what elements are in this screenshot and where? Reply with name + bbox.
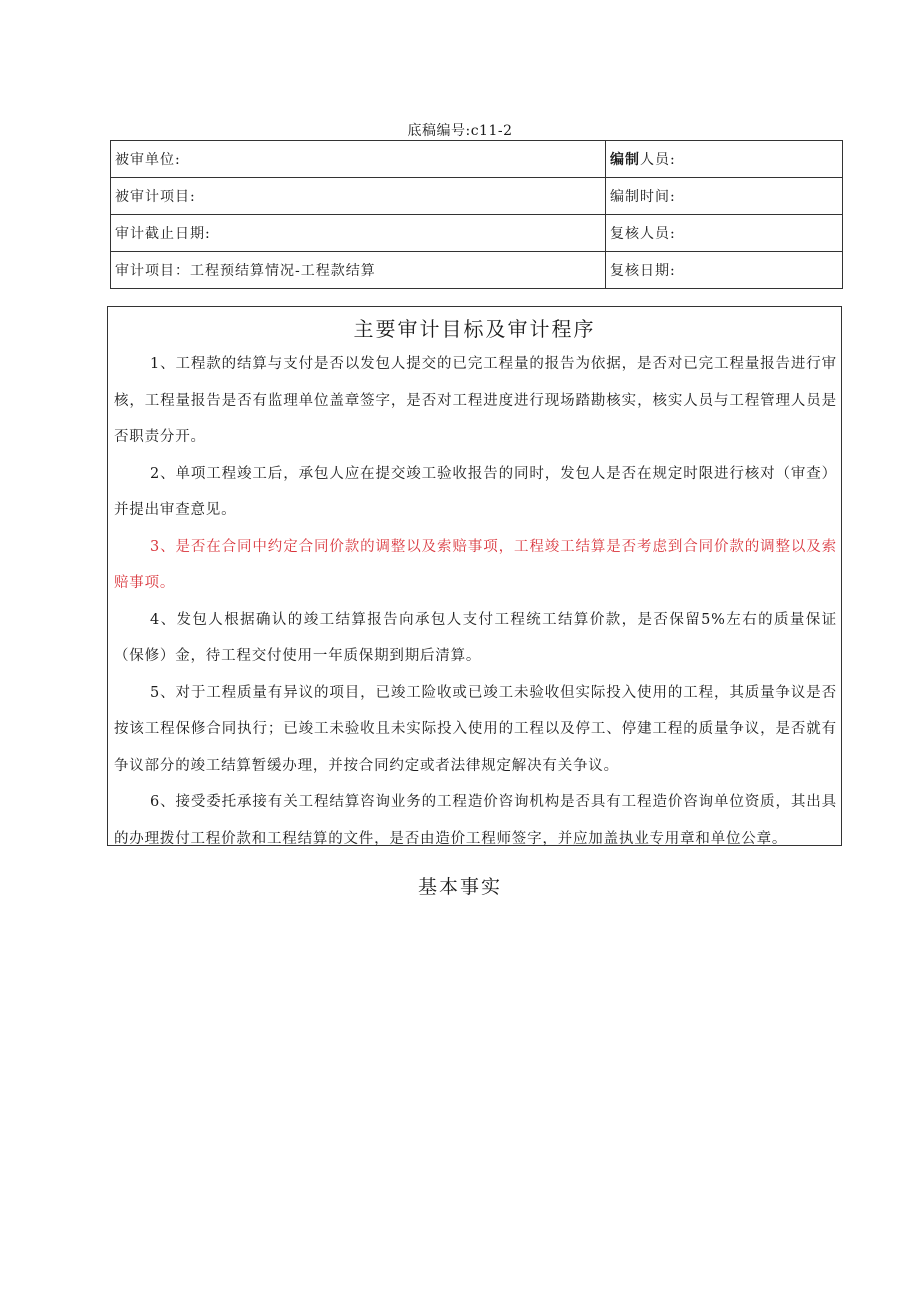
preparer-label-bold: 编制 [610,152,640,168]
procedure-item-4: 4、发包人根据确认的竣工结算报告向承包人支付工程统工结算价款，是否保留5%左右的质量保证（保修）金，待工程交付使用一年质保期到期后清算。 [114,611,837,664]
table-row [111,141,843,178]
document-number: 底稿编号:c11-2 [407,123,513,139]
table-row [111,252,843,289]
audit-info-table [110,140,843,289]
procedures-title: 主要审计目标及审计程序 [353,317,596,341]
procedure-item-2: 2、单项工程竣工后，承包人应在提交竣工验收报告的同时，发包人是否在规定时限进行核对（审查）并提出审查意见。 [114,465,837,518]
preparer-cell [606,141,843,178]
procedure-item-1: 1、工程款的结算与支付是否以发包人提交的已完工程量的报告为依据，是否对已完工程量报告进行审核，工程量报告是否有监理单位盖章签字，是否对工程进度进行现场踏勘核实，核实人员与工程管理人员是否职责分开。 [114,356,837,445]
table-row [111,215,843,252]
preparer-label: 人员: [640,152,676,168]
audit-item-cell: 审计项目：工程预结算情况-工程款结算 [111,252,606,289]
review-date-cell: 复核日期: [606,252,843,289]
basic-facts-title: 基本事实 [417,876,502,898]
prepared-date-cell: 编制时间: [606,178,843,215]
table-row [111,178,843,215]
audited-unit-cell: 被审单位: [111,141,606,178]
procedure-item-6: 6、接受委托承接有关工程结算咨询业务的工程造价咨询机构是否具有工程造价咨询单位资质，其出具的办理拨付工程价款和工程结算的文件，是否由造价工程师签字，并应加盖执业专用章和单位公章。 [114,794,837,847]
audited-project-cell: 被审计项目: [111,178,606,215]
reviewer-cell: 复核人员: [606,215,843,252]
procedure-item-5: 5、对于工程质量有异议的项目，已竣工险收或已竣工未验收但实际投入使用的工程，其质量争议是否按该工程保修合同执行；已竣工未验收且未实际投入使用的工程以及停工、停建工程的质量争议，是否就有争议部分的竣工结算暂缓办理，并按合同约定或者法律规定解决有关争议。 [114,684,837,774]
audit-procedures-box [107,306,842,846]
audit-cutoff-date-cell: 审计截止日期: [111,215,606,252]
procedure-list [108,346,841,857]
procedure-item-3: 3、是否在合同中约定合同价款的调整以及索赔事项，工程竣工结算是否考虑到合同价款的调整以及索赔事项。 [114,538,837,591]
